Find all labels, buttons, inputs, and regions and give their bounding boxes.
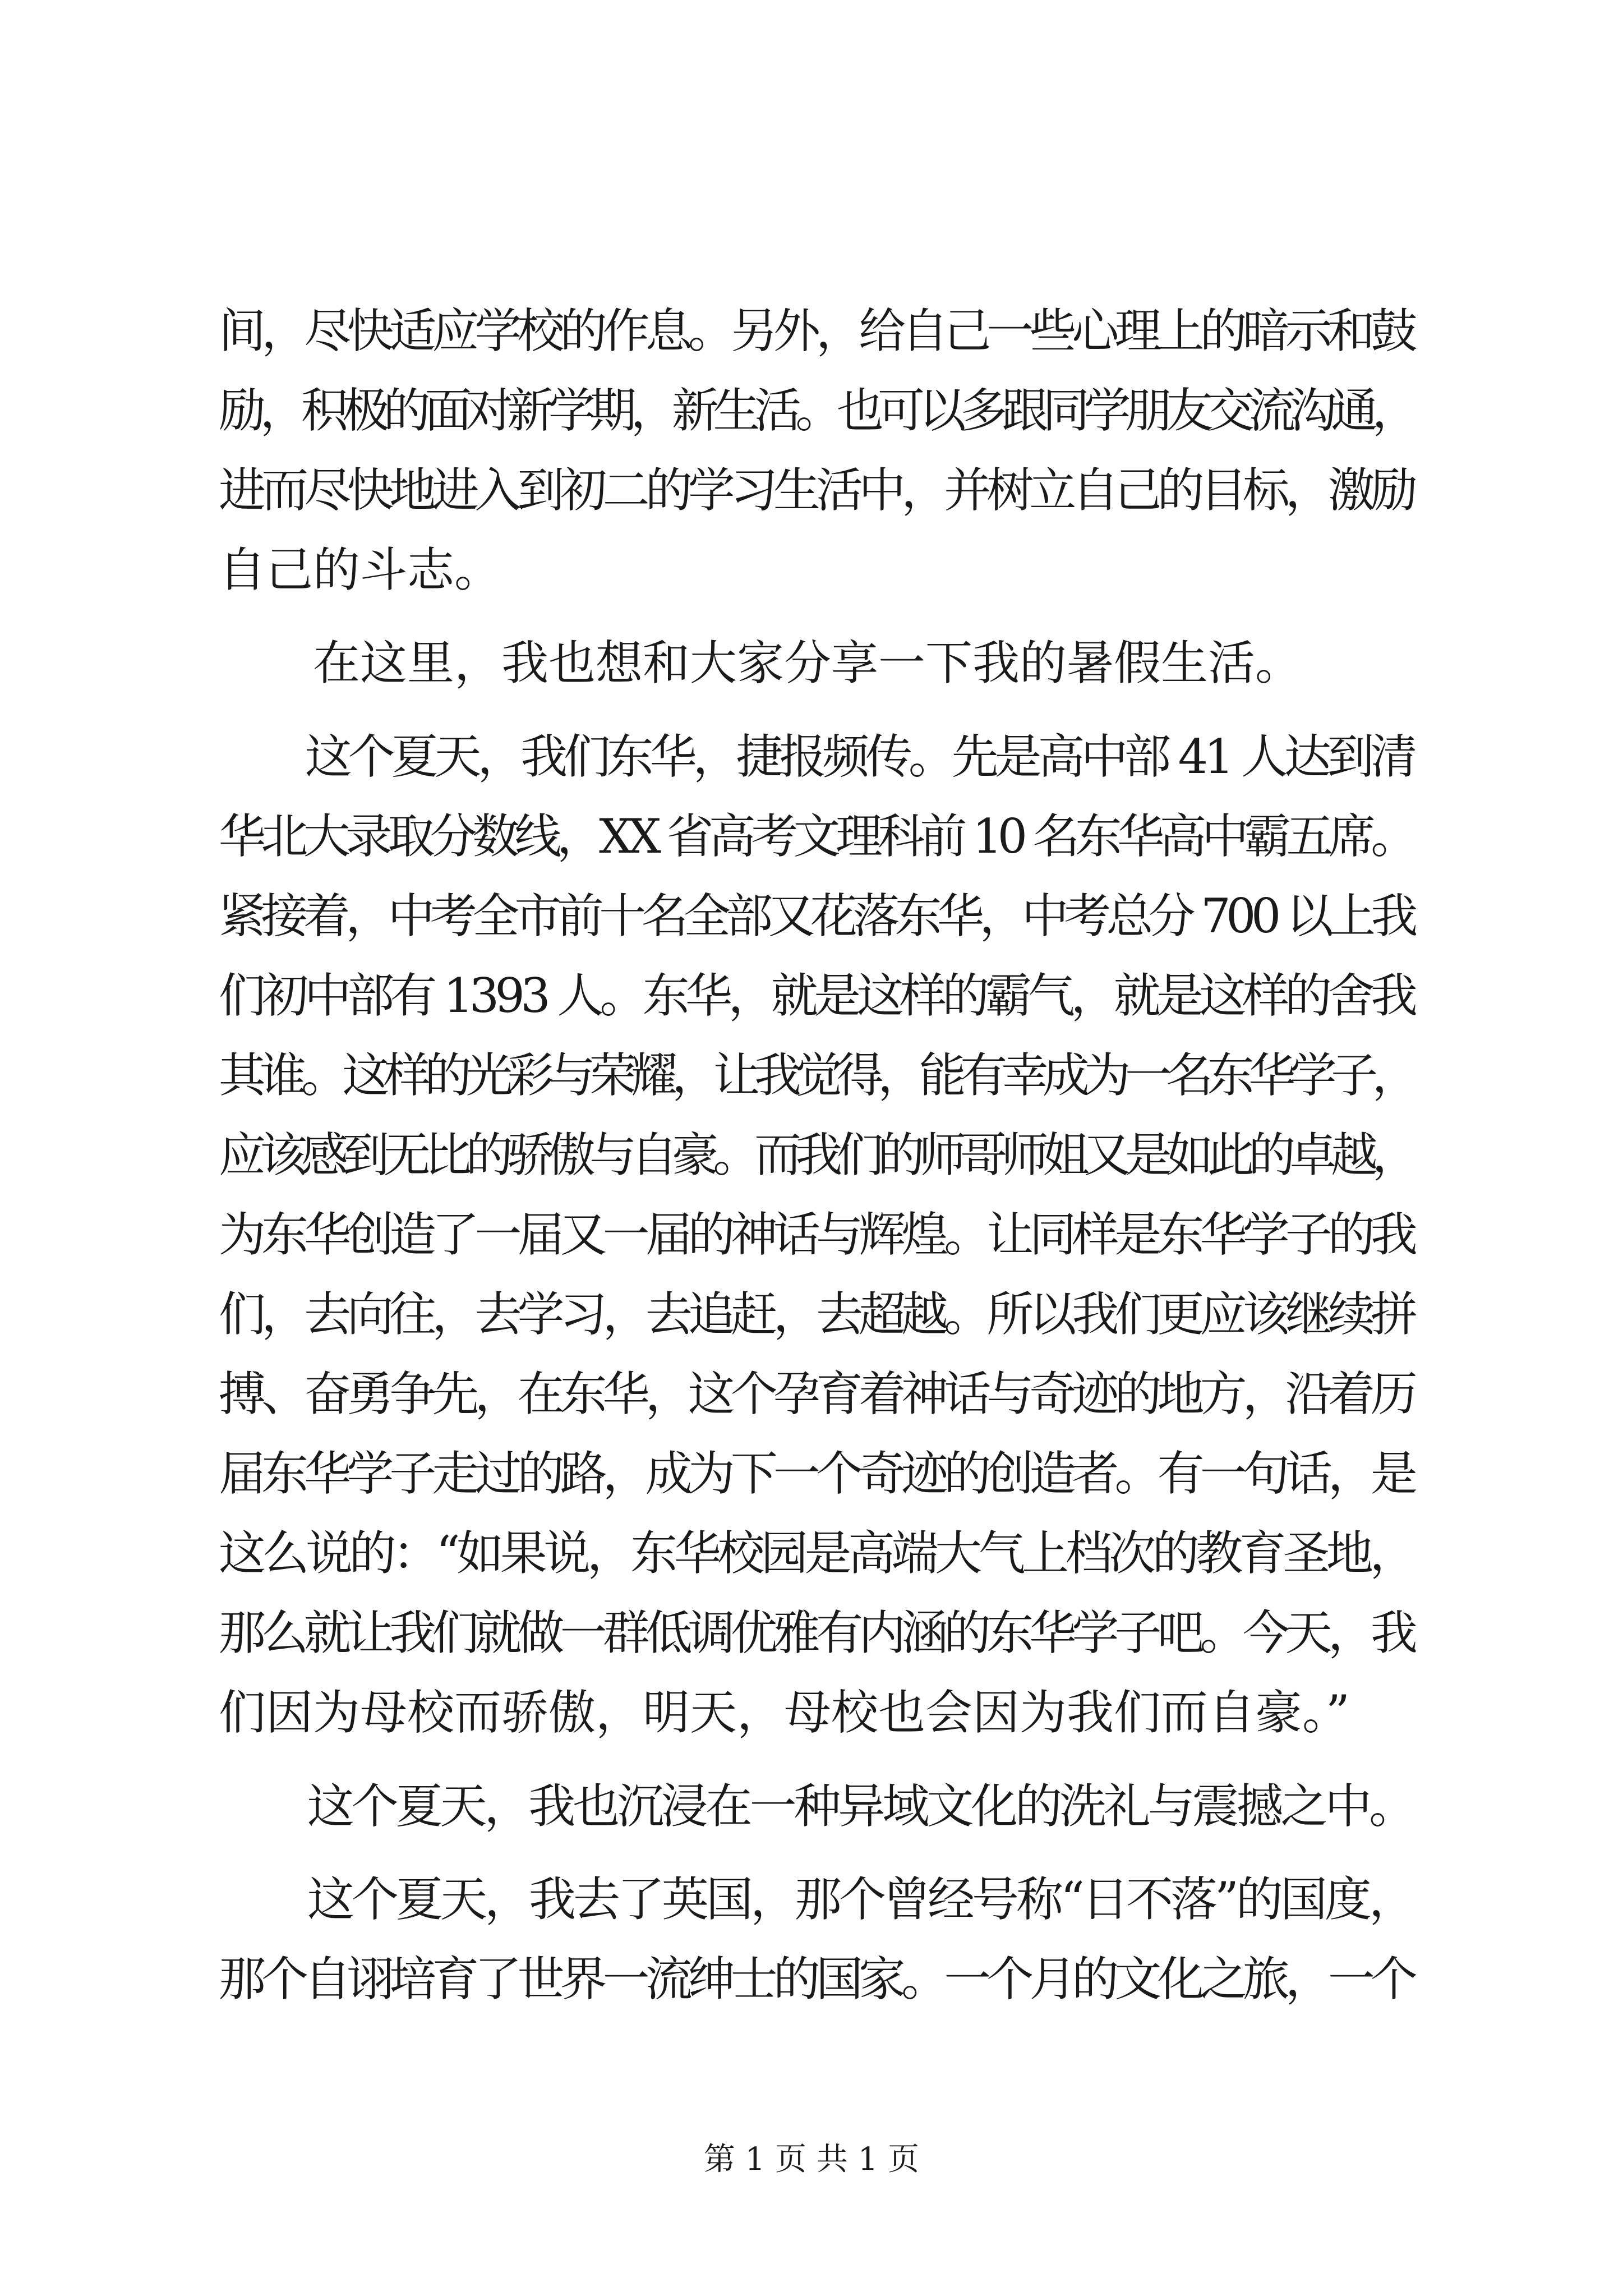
page-number-footer: 第 1 页 共 1 页: [703, 2141, 920, 2178]
text-line: 其谁。这样的光彩与荣耀，让我觉得，能有幸成为一名东华学子，: [219, 1048, 1414, 1103]
text-line: 进而尽快地进入到初二的学习生活中，并树立自己的目标，激励: [219, 463, 1414, 518]
text-line: 们初中部有 1393 人。东华，就是这样的霸气，就是这样的舍我: [219, 968, 1414, 1023]
text-line: 们因为母校而骄傲，明天，母校也会因为我们而自豪。”: [219, 1685, 1350, 1740]
text-line: 那个自诩培育了世界一流绅士的国家。一个月的文化之旅，一个: [219, 1952, 1414, 2007]
text-line: 励，积极的面对新学期，新生活。也可以多跟同学朋友交流沟通，: [219, 383, 1414, 438]
text-line: 为东华创造了一届又一届的神话与辉煌。让同样是东华学子的我: [219, 1207, 1414, 1262]
text-line: 间，尽快适应学校的作息。另外，给自己一些心理上的暗示和鼓: [219, 303, 1414, 358]
text-line: 那么就让我们就做一群低调优雅有内涵的东华学子吧。今天，我: [219, 1605, 1414, 1660]
text-line: 应该感到无比的骄傲与自豪。而我们的师哥师姐又是如此的卓越，: [219, 1128, 1414, 1182]
text-line: 华北大录取分数线，XX 省高考文理科前 10 名东华高中霸五席。: [219, 809, 1413, 864]
text-line: 这个夏天，我们东华，捷报频传。先是高中部 41 人达到清: [219, 729, 1414, 784]
text-line: 届东华学子走过的路，成为下一个奇迹的创造者。有一句话，是: [219, 1446, 1414, 1501]
text-line: 这么说的：“如果说，东华校园是高端大气上档次的教育圣地，: [219, 1526, 1413, 1581]
text-line: 这个夏天，我也沉浸在一种异域文化的洗礼与震撼之中。: [219, 1779, 1414, 1834]
text-line: 们，去向往，去学习，去追赶，去超越。所以我们更应该继续拼: [219, 1287, 1414, 1342]
text-line: 搏、奋勇争先，在东华，这个孕育着神话与奇迹的地方，沿着历: [219, 1366, 1414, 1421]
text-line: 在这里，我也想和大家分享一下我的暑假生活。: [219, 636, 1303, 691]
text-line: 自己的斗志。: [219, 542, 502, 597]
text-line: 紧接着，中考全市前十名全部又花落东华，中考总分 700 以上我: [219, 889, 1413, 944]
text-line: 这个夏天，我去了英国，那个曾经号称“日不落”的国度，: [219, 1872, 1413, 1927]
